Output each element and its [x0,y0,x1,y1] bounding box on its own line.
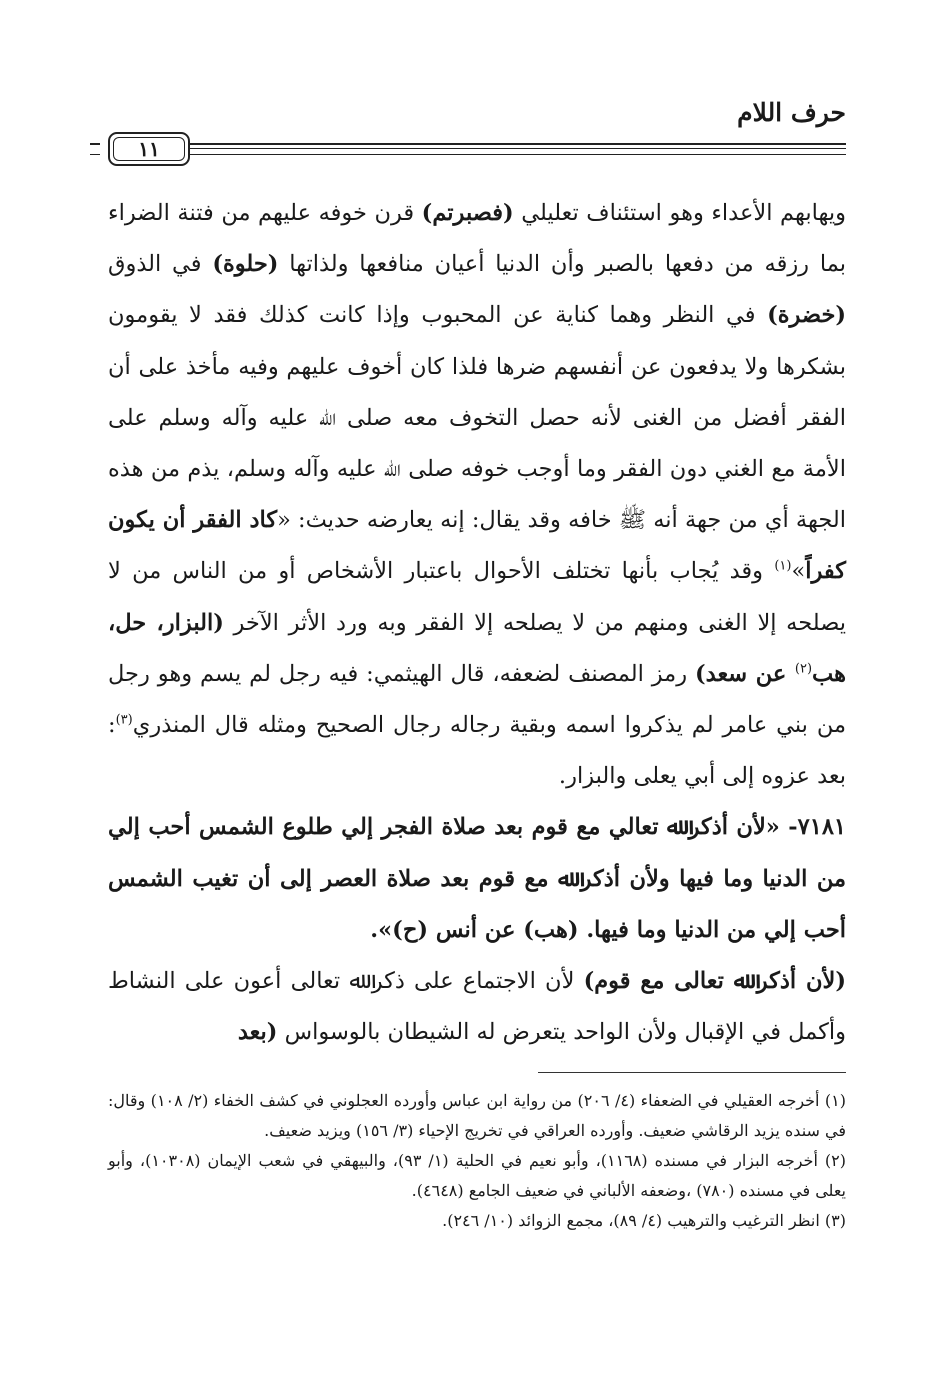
text-run: في النظر وهما كناية عن المحبوب وإذا كانت كذلك فقد لا يقومون بشكرها ولا يدفعون عن أنفسهم ضرها فلذا كان أخوف عليهم وفيه مأخذ على أن الفقر أفضل من الغنى لأنه حصل التخوف معه صلى ﷲ عليه وآله وسلم على الأمة مع الغني دون الفقر وما أوجب خوفه صلى ﷲ عليه وآله وسلم، يذم من هذه الجهة أي من جهة أنه ﷺ خافه وقد يقال: إنه يعارضه حديث: « [108,302,846,534]
quoted-term: (حلوة) [212,251,279,278]
text-run: : بعد عزوه إلى أبي يعلى والبزار. [108,712,846,790]
text-run: لأن الاجتماع على ذكر ﷲ تعالى أعون على النشاط وأكمل في الإقبال ولأن الواحد يتعرض له الشيطان بالوسواس [108,968,846,1046]
page-number-frame [108,132,190,166]
quoted-hadith: كاد الفقر أن يكون كفراً [108,507,846,585]
main-text [108,188,846,1058]
footnote-ref: (٢) [794,661,813,677]
text-run: قرن خوفه عليهم من فتنة الضراء بما رزقه من دفعها بالصبر وأن الدنيا أعيان منافعها ولذاتها [108,200,846,278]
text-run: في الذوق [108,251,213,278]
footnote: (٣) انظر الترغيب والترهيب (٤/ ٨٩)، مجمع الزوائد (١٠/ ٢٤٦). [442,1211,846,1230]
page-number: ١١ [138,137,160,161]
footnote-ref: (٣) [115,712,133,728]
commentary-paragraph [108,956,846,1058]
running-title: حرف اللام [737,98,846,127]
quoted-term: (بعد [237,1019,278,1046]
hadith-entry: ٧١٨١- «لأن أذكر ﷲ تعالي مع قوم بعد صلاة الفجر إلي طلوع الشمس أحب إلي من الدنيا وما فيها ولأن أذكر ﷲ مع قوم بعد صلاة العصر إلى أن تغيب الشمس أحب إلي من الدنيا وما فيها. (هب) عن أنس (ح)». [108,814,846,943]
quoted-term: (فصبرتم) [421,200,514,226]
header-rule-end [90,143,100,155]
commentary-paragraph [108,188,846,802]
text-run: وقد يُجاب بأنها تختلف الأحوال باعتبار الأشخاص أو من الناس من لا يصلحه إلا الغنى ومنهم من لا يصلحه إلا الفقر وبه ورد الأثر الآخر [108,558,846,636]
header-double-line [190,143,846,155]
text-run: رمز المصنف لضعفه، قال الهيثمي: فيه رجل لم يسم وهو رجل من بني عامر لم يذكروا اسمه وبقية رجاله رجال الصحيح ومثله قال المنذري [108,660,846,739]
quoted-term: (خضرة) [767,302,846,329]
footnote-ref: (١) [774,558,792,574]
source-citation: (البزار، حل، هب [108,609,846,687]
footnote: (١) أخرجه العقيلي في الضعفاء (٤/ ٢٠٦) من رواية ابن عباس وأورده العجلوني في كشف الخفاء (٢/ ١٠٨) وقال: في سنده يزيد الرقاشي ضعيف. وأورده العراقي في تخريج الإحياء (٣/ ١٥٦) ويزيد ضعيف. [108,1091,847,1140]
text-run: » [791,558,806,585]
text-run: ويهابهم الأعداء وهو استئناف تعليلي [513,200,846,226]
footnotes [108,1086,846,1236]
footnote: (٢) أخرجه البزار في مسنده (١١٦٨)، وأبو نعيم في الحلية (١/ ٩٣)، والبيهقي في شعب الإيمان (١٠٣٠٨)، وأبو يعلى في مسنده (٧٨٠) ،وضعفه الألباني في ضعيف الجامع (٤٦٤٨). [108,1151,846,1200]
quoted-term: (لأن أذكر ﷲ تعالى مع قوم) [583,968,847,995]
source-citation: عن سعد) [695,660,795,687]
footnote-separator [538,1072,846,1073]
header-rule [100,132,846,166]
